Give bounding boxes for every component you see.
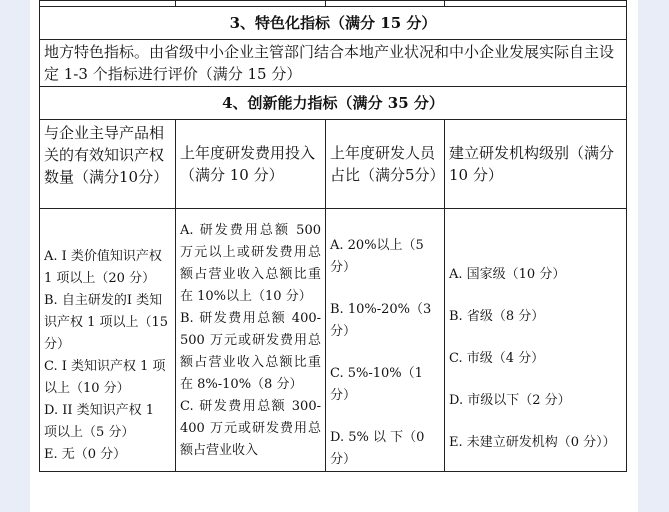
section-4-title: 4、创新能力指标（满分 35 分）: [40, 87, 627, 120]
rd-institution-criteria-item: C. 市级（4 分）: [449, 351, 545, 366]
section-3-title: 3、特色化指标（满分 15 分）: [40, 7, 627, 40]
ip-criteria-item: D. II 类知识产权 1 项以上（5 分）: [44, 402, 155, 440]
document-page: [30, 0, 638, 512]
ip-criteria-item: E. 无（0 分）: [44, 446, 127, 462]
rd-staff-criteria-item: C. 5%-10%（1 分）: [330, 366, 423, 403]
rd-institution-criteria-item: E. 未建立研发机构（0 分））: [449, 435, 616, 450]
rd-staff-criteria-cell: [326, 209, 445, 472]
section-3-description-row: [40, 40, 627, 87]
rd-staff-criteria-item: D. 5% 以 下（0 分）: [330, 430, 425, 467]
section-4-header-row: [40, 87, 627, 120]
indicator-table: [39, 0, 627, 472]
section-3-description: 地方特色指标。由省级中小企业主管部门结合本地产业状况和中小企业发展实际自主设定 1-3 个指标进行评价（满分 15 分）: [40, 40, 627, 87]
section-4-criteria-row: [40, 209, 627, 472]
rd-expense-criteria-cell: [176, 209, 326, 472]
rd-staff-criteria-item: B. 10%-20%（3 分）: [330, 302, 432, 339]
section-4-column-headers: [40, 120, 627, 209]
rd-institution-criteria-item: B. 省级（8 分）: [449, 309, 545, 324]
ip-criteria-item: A. I 类价值知识产权 1 项以上（20 分）: [44, 248, 162, 286]
ip-criteria-item: C. I 类知识产权 1 项以上（10 分）: [44, 358, 166, 396]
column-header-rd-staff: 上年度研发人员占比（满分5分）: [326, 120, 445, 209]
rd-expense-criteria-item: C. 研发费用总额 300-400 万元或研发费用总额占营业收入: [180, 398, 321, 458]
ip-criteria-cell: [40, 209, 176, 472]
rd-expense-criteria-item: B. 研发费用总额 400-500 万元或研发费用总额占营业收入总额比重在 8%-10%（8 分）: [180, 310, 321, 392]
rd-staff-criteria-item: A. 20%以上（5 分）: [330, 238, 424, 275]
rd-institution-criteria-cell: [445, 209, 627, 472]
rd-institution-criteria-item: D. 市级以下（2 分）: [449, 393, 571, 408]
section-3-header-row: [40, 7, 627, 40]
rd-institution-criteria-item: A. 国家级（10 分）: [449, 267, 566, 282]
column-header-rd-expense: 上年度研发费用投入（满分 10 分）: [176, 120, 326, 209]
ip-criteria-item: B. 自主研发的I 类知识产权 1 项以上（15 分）: [44, 292, 169, 352]
rd-expense-criteria-item: A. 研发费用总额 500 万元以上或研发费用总额占营业收入总额比重在 10%以上（10 分）: [180, 222, 321, 304]
column-header-ip: 与企业主导产品相关的有效知识产权数量（满分10分）: [40, 120, 176, 209]
column-header-rd-institution: 建立研发机构级别（满分 10 分）: [445, 120, 627, 209]
